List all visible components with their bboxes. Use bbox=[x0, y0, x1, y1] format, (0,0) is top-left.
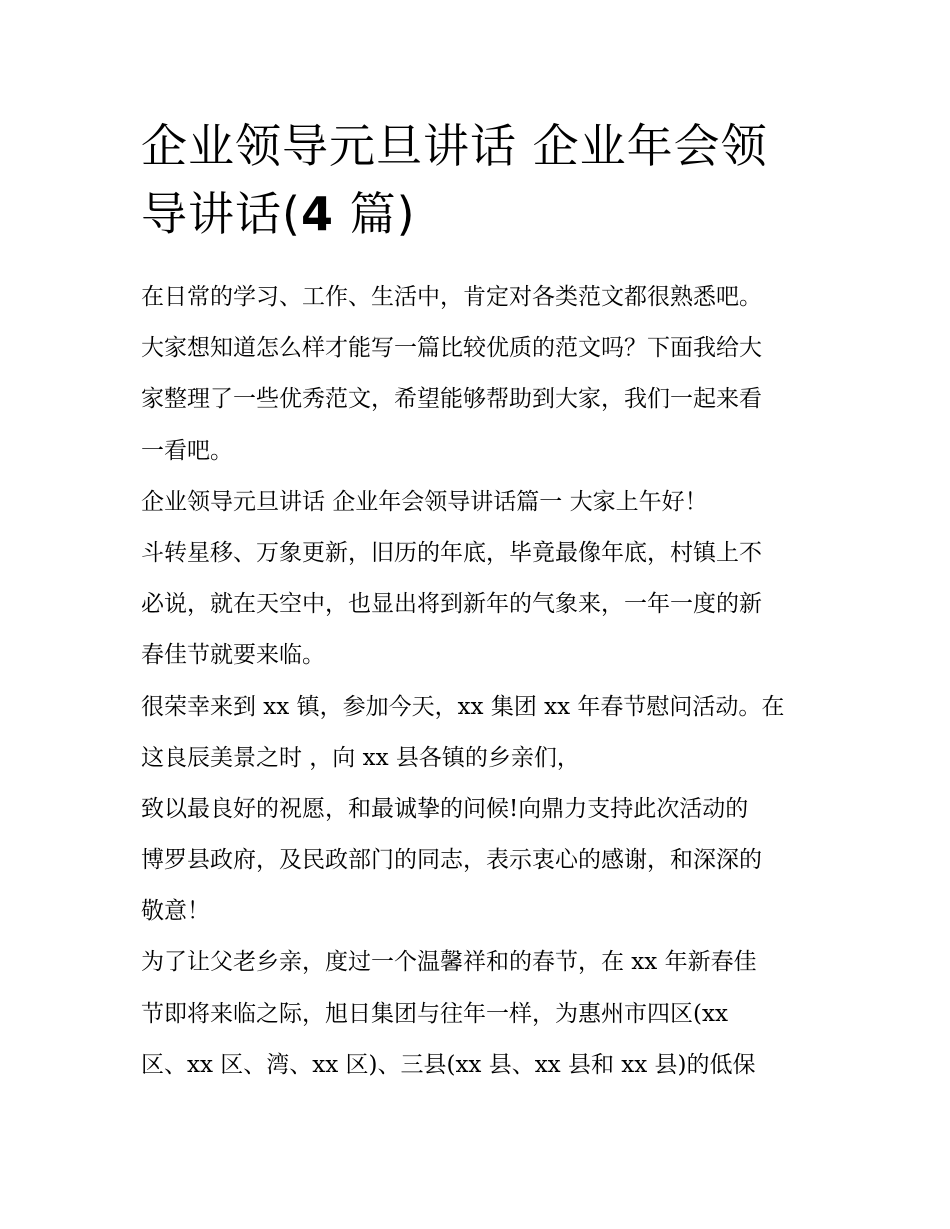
body-line: 必说，就在天空中，也显出将到新年的气象来，一年一度的新 bbox=[141, 591, 762, 618]
body-line: 一看吧。 bbox=[141, 437, 233, 464]
body-line: 企业领导元旦讲话 企业年会领导讲话篇一 大家上午好！ bbox=[141, 488, 708, 515]
body-line: 斗转星移、万象更新，旧历的年底，毕竟最像年底，村镇上不 bbox=[141, 539, 762, 566]
body-line: 节即将来临之际，旭日集团与往年一样，为惠州市四区(xx bbox=[141, 1000, 728, 1027]
document-title bbox=[141, 112, 821, 248]
body-line: 很荣幸来到 xx 镇，参加今天，xx 集团 xx 年春节慰问活动。在 bbox=[141, 693, 785, 720]
body-line: 家整理了一些优秀范文，希望能够帮助到大家，我们一起来看 bbox=[141, 386, 762, 413]
body-line: 敬意！ bbox=[141, 898, 210, 925]
title-line-2 bbox=[141, 180, 821, 248]
title-number: 4 bbox=[300, 187, 334, 241]
title-line-2-suffix: 篇) bbox=[333, 187, 416, 241]
body-line: 为了让父老乡亲，度过一个温馨祥和的春节，在 xx 年新春佳 bbox=[141, 949, 757, 976]
body-line: 春佳节就要来临。 bbox=[141, 642, 325, 669]
body-line: 在日常的学习、工作、生活中，肯定对各类范文都很熟悉吧。 bbox=[141, 284, 762, 310]
body-line: 区、xx 区、湾、xx 区)、三县(xx 县、xx 县和 xx 县)的低保 bbox=[141, 1051, 756, 1078]
body-line: 大家想知道怎么样才能写一篇比较优质的范文吗？下面我给大 bbox=[141, 335, 762, 362]
title-line-2-prefix: 导讲话( bbox=[141, 187, 301, 241]
body-line: 博罗县政府，及民政部门的同志，表示衷心的感谢，和深深的 bbox=[141, 847, 762, 874]
body-line: 致以最良好的祝愿，和最诚挚的问候!向鼎力支持此次活动的 bbox=[141, 795, 749, 822]
document-body bbox=[141, 272, 821, 1091]
title-line-1: 企业领导元旦讲话 企业年会领 bbox=[141, 119, 768, 173]
body-line: 这良辰美景之时 ，向 xx 县各镇的乡亲们， bbox=[141, 744, 580, 771]
